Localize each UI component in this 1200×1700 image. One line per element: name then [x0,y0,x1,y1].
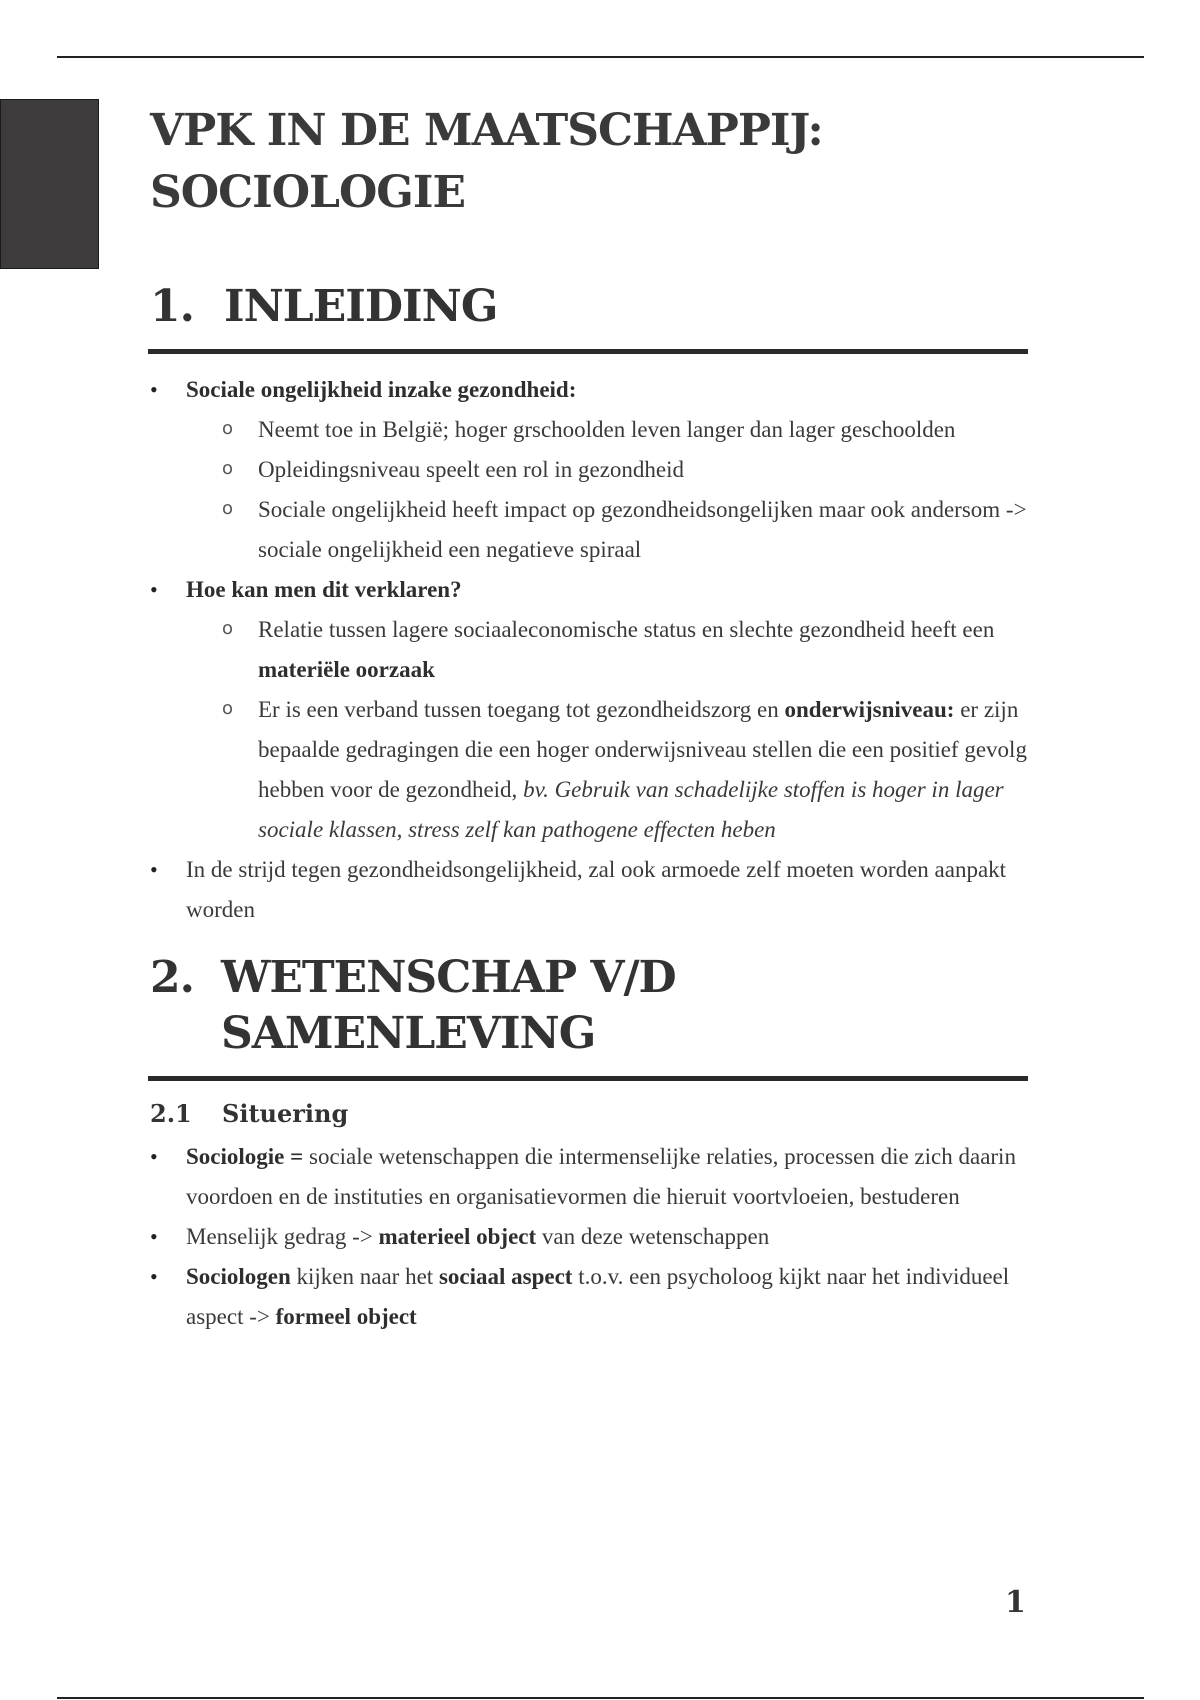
list-item [150,1257,1030,1337]
term-bold: materieel object [378,1224,537,1249]
list-item [150,1217,1030,1257]
list-item [150,570,1030,850]
term-bold: Sociologie = [186,1144,304,1169]
term-bold: Sociologen [186,1264,291,1289]
term-bold: formeel object [275,1304,417,1329]
section-2-heading [150,950,1030,1062]
sub-item-text: er zijn bepaalde gedragingen die een hoger onderwijsniveau stellen die een positief gevolg hebben voor de gezondheid, [258,697,1027,802]
list-item: • In de strijd tegen gezondheidsongelijkheid, zal ook armoede zelf moeten worden aanpakt worden [150,850,1030,930]
section-1-number: 1. [150,281,194,332]
section-2-title: WETENSCHAP V/D SAMENLEVING [220,952,676,1059]
footer-rule [57,1697,1144,1699]
title-line-2: SOCIOLOGIE [150,167,465,218]
section-1-heading [150,279,1030,335]
list-item [150,1137,1030,1217]
sub-list [150,610,1030,850]
sub-list [150,410,1030,570]
section-1-rule [148,349,1028,354]
term-bold: sociaal aspect [438,1264,573,1289]
sub-list-item [150,690,1030,850]
subsection-number: 2.1 [150,1099,192,1128]
sub-item-bold: onderwijsniveau: [784,697,955,722]
sub-list-item: o Sociale ongelijkheid heeft impact op gezondheidsongelijken maar ook andersom -> sociale ongelijkheid een negatieve spiraal [150,490,1030,570]
list-item [150,370,1030,570]
item-text: t.o.v. een psycholoog kijkt naar het individueel aspect -> [186,1264,1010,1329]
section-1-list [150,370,1030,930]
section-2-rule [148,1076,1028,1081]
page-number: 1 [1005,1585,1026,1620]
item-text: kijken naar het [290,1264,439,1289]
section-2-list [150,1137,1030,1337]
item-text: van deze wetenschappen [536,1224,770,1249]
page-content [150,100,1030,1337]
section-2-number: 2. [150,952,194,1003]
bullet-label: Sociale ongelijkheid inzake gezondheid: [186,377,577,402]
sub-list-item [150,610,1030,690]
sub-item-text: Relatie tussen lagere sociaaleconomische status en slechte gezondheid heeft een [258,617,995,642]
title-line-1: VPK IN DE MAATSCHAPPIJ: [150,105,823,156]
chapter-marker-block [0,99,99,269]
subsection-title: Situering [222,1099,349,1128]
sub-item-bold: materiële oorzaak [258,657,435,682]
sub-list-item: o Neemt toe in België; hoger grschoolden leven langer dan lager geschoolden [150,410,1030,450]
item-text: sociale wetenschappen die intermenselijke relaties, processen die zich daarin voordoen en de instituties en organisatievormen die hieruit voortvloeien, bestuderen [186,1144,1016,1209]
header-rule [57,56,1144,58]
bullet-label: Hoe kan men dit verklaren? [186,577,462,602]
sub-item-text: Er is een verband tussen toegang tot gezondheidszorg en [258,697,785,722]
item-text: Menselijk gedrag -> [186,1224,379,1249]
sub-item-example: bv. Gebruik van schadelijke stoffen is hoger in lager sociale klassen, stress zelf kan pathogene effecten heben [258,777,1004,842]
sub-list-item: o Opleidingsniveau speelt een rol in gezondheid [150,450,1030,490]
subsection-2-1-heading [150,1099,1030,1129]
section-1-title: INLEIDING [224,281,498,332]
document-title [150,100,1030,224]
